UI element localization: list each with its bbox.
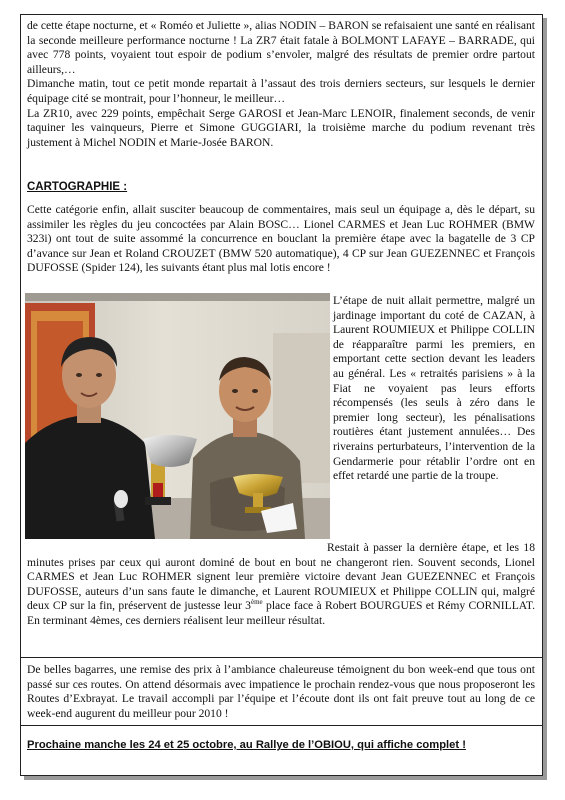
intro-paragraph-3: La ZR10, avec 229 points, empêchait Serge GAROSI et Jean-Marc LENOIR, finalement seconds, de venir taquiner les vainqueurs, Pierre et Simone GUGGIARI, la troisième marche du podium revenant très justement à Michel NODIN et Marie-Josée BARON. <box>27 106 535 149</box>
results-superscript: ème <box>250 598 263 607</box>
results-body-a: les 18 minutes prises par ceux qui auront dominé de bout en bout ne changeront rien. Souvent seconds, Lionel CARMES et Jean Luc ROHMER signent leur première victoire devant Jean GUEZENNEC et François DUFOSSE, auteurs d’un sans faute le dimanche, et Laurent ROUMIEUX et Philippe COLLIN qui, malgré deux CP sur la fin, préservent de justesse leur 3 <box>27 541 535 613</box>
section-side-text: L’étape de nuit allait permettre, malgré un jardinage important du coté de CAZAN, à Laurent ROUMIEUX et Philippe COLLIN de réapparaître parmi les premiers, en emportant cette section devant les leaders au général. Les « retraités parisiens » à la Fiat ne voyaient pas leurs efforts récompensés (les seuls à zéro dans le premier long secteur), les pénalisations routières étant justement annulées… Des riverains perturbateurs, l’intervention de la Gendarmerie pour rétablir l’ordre ont en effet retardé une partie de la troupe. <box>333 294 535 483</box>
intro-paragraph-1: de cette étape nocturne, et « Roméo et Juliette », alias NODIN – BARON se refaisaient une santé en réalisant la seconde meilleure performance nocturne ! La ZR7 était fatale à BOLMONT LAFAYE – BARRADE, qui avec 778 points, voyaient tout espoir de podium s’envoler, malgré des résultats de premier ordre partout ailleurs,… <box>27 19 535 76</box>
results-lead: Restait à passer la dernière étape, et <box>327 541 502 554</box>
divider-top <box>21 657 542 658</box>
intro-text <box>27 19 535 150</box>
results-body-b: place face à Robert BOURGUES et Rémy CORNILLAT. En terminant 4èmes, ces derniers réalisent leur meilleur résultat. <box>27 599 535 627</box>
podium-photo-image <box>25 293 330 539</box>
next-event-notice: Prochaine manche les 24 et 25 octobre, au Rallye de l’OBIOU, qui affiche complet ! <box>27 739 466 751</box>
document-page <box>20 14 543 776</box>
podium-photo <box>25 293 330 539</box>
cartographie-intro-paragraph: Cette catégorie enfin, allait susciter beaucoup de commentaires, mais seul un équipage a, dès le départ, su assimiler les règles du jeu concoctées par Alain BOSC… Lionel CARMES et Jean Luc ROHMER (BMW 323i) ont tout de suite assommé la concurrence en bouclant la première étape avec la bagatelle de 3 CP d’avance sur Jean et Roland CROUZET (BMW 520 automatique), 4 CP sur Jean GUEZENNEC et François DUFOSSE (Spider 124), les suivants étant plus mal lotis encore ! <box>27 203 535 275</box>
section-results-text <box>27 541 535 629</box>
divider-bottom <box>21 725 542 726</box>
section-heading: CARTOGRAPHIE : <box>27 181 128 193</box>
closing-paragraph: De belles bagarres, une remise des prix à l’ambiance chaleureuse témoignent du bon week-end que tous ont passé sur ces routes. On attend désormais avec impatience le prochain rendez-vous que nous proposeront les Routes d’Exbrayat. Le travail accompli par l’équipe et l’écoute dont ils ont fait preuve tout au long de ce week-end augurent du meilleur pour 2010 ! <box>27 663 535 720</box>
intro-paragraph-2: Dimanche matin, tout ce petit monde repartait à l’assaut des trois derniers secteurs, sur lesquels le dernier équipage cité se montrait, pour l’honneur, le meilleur… <box>27 77 535 105</box>
section-paragraph-1 <box>27 203 535 276</box>
